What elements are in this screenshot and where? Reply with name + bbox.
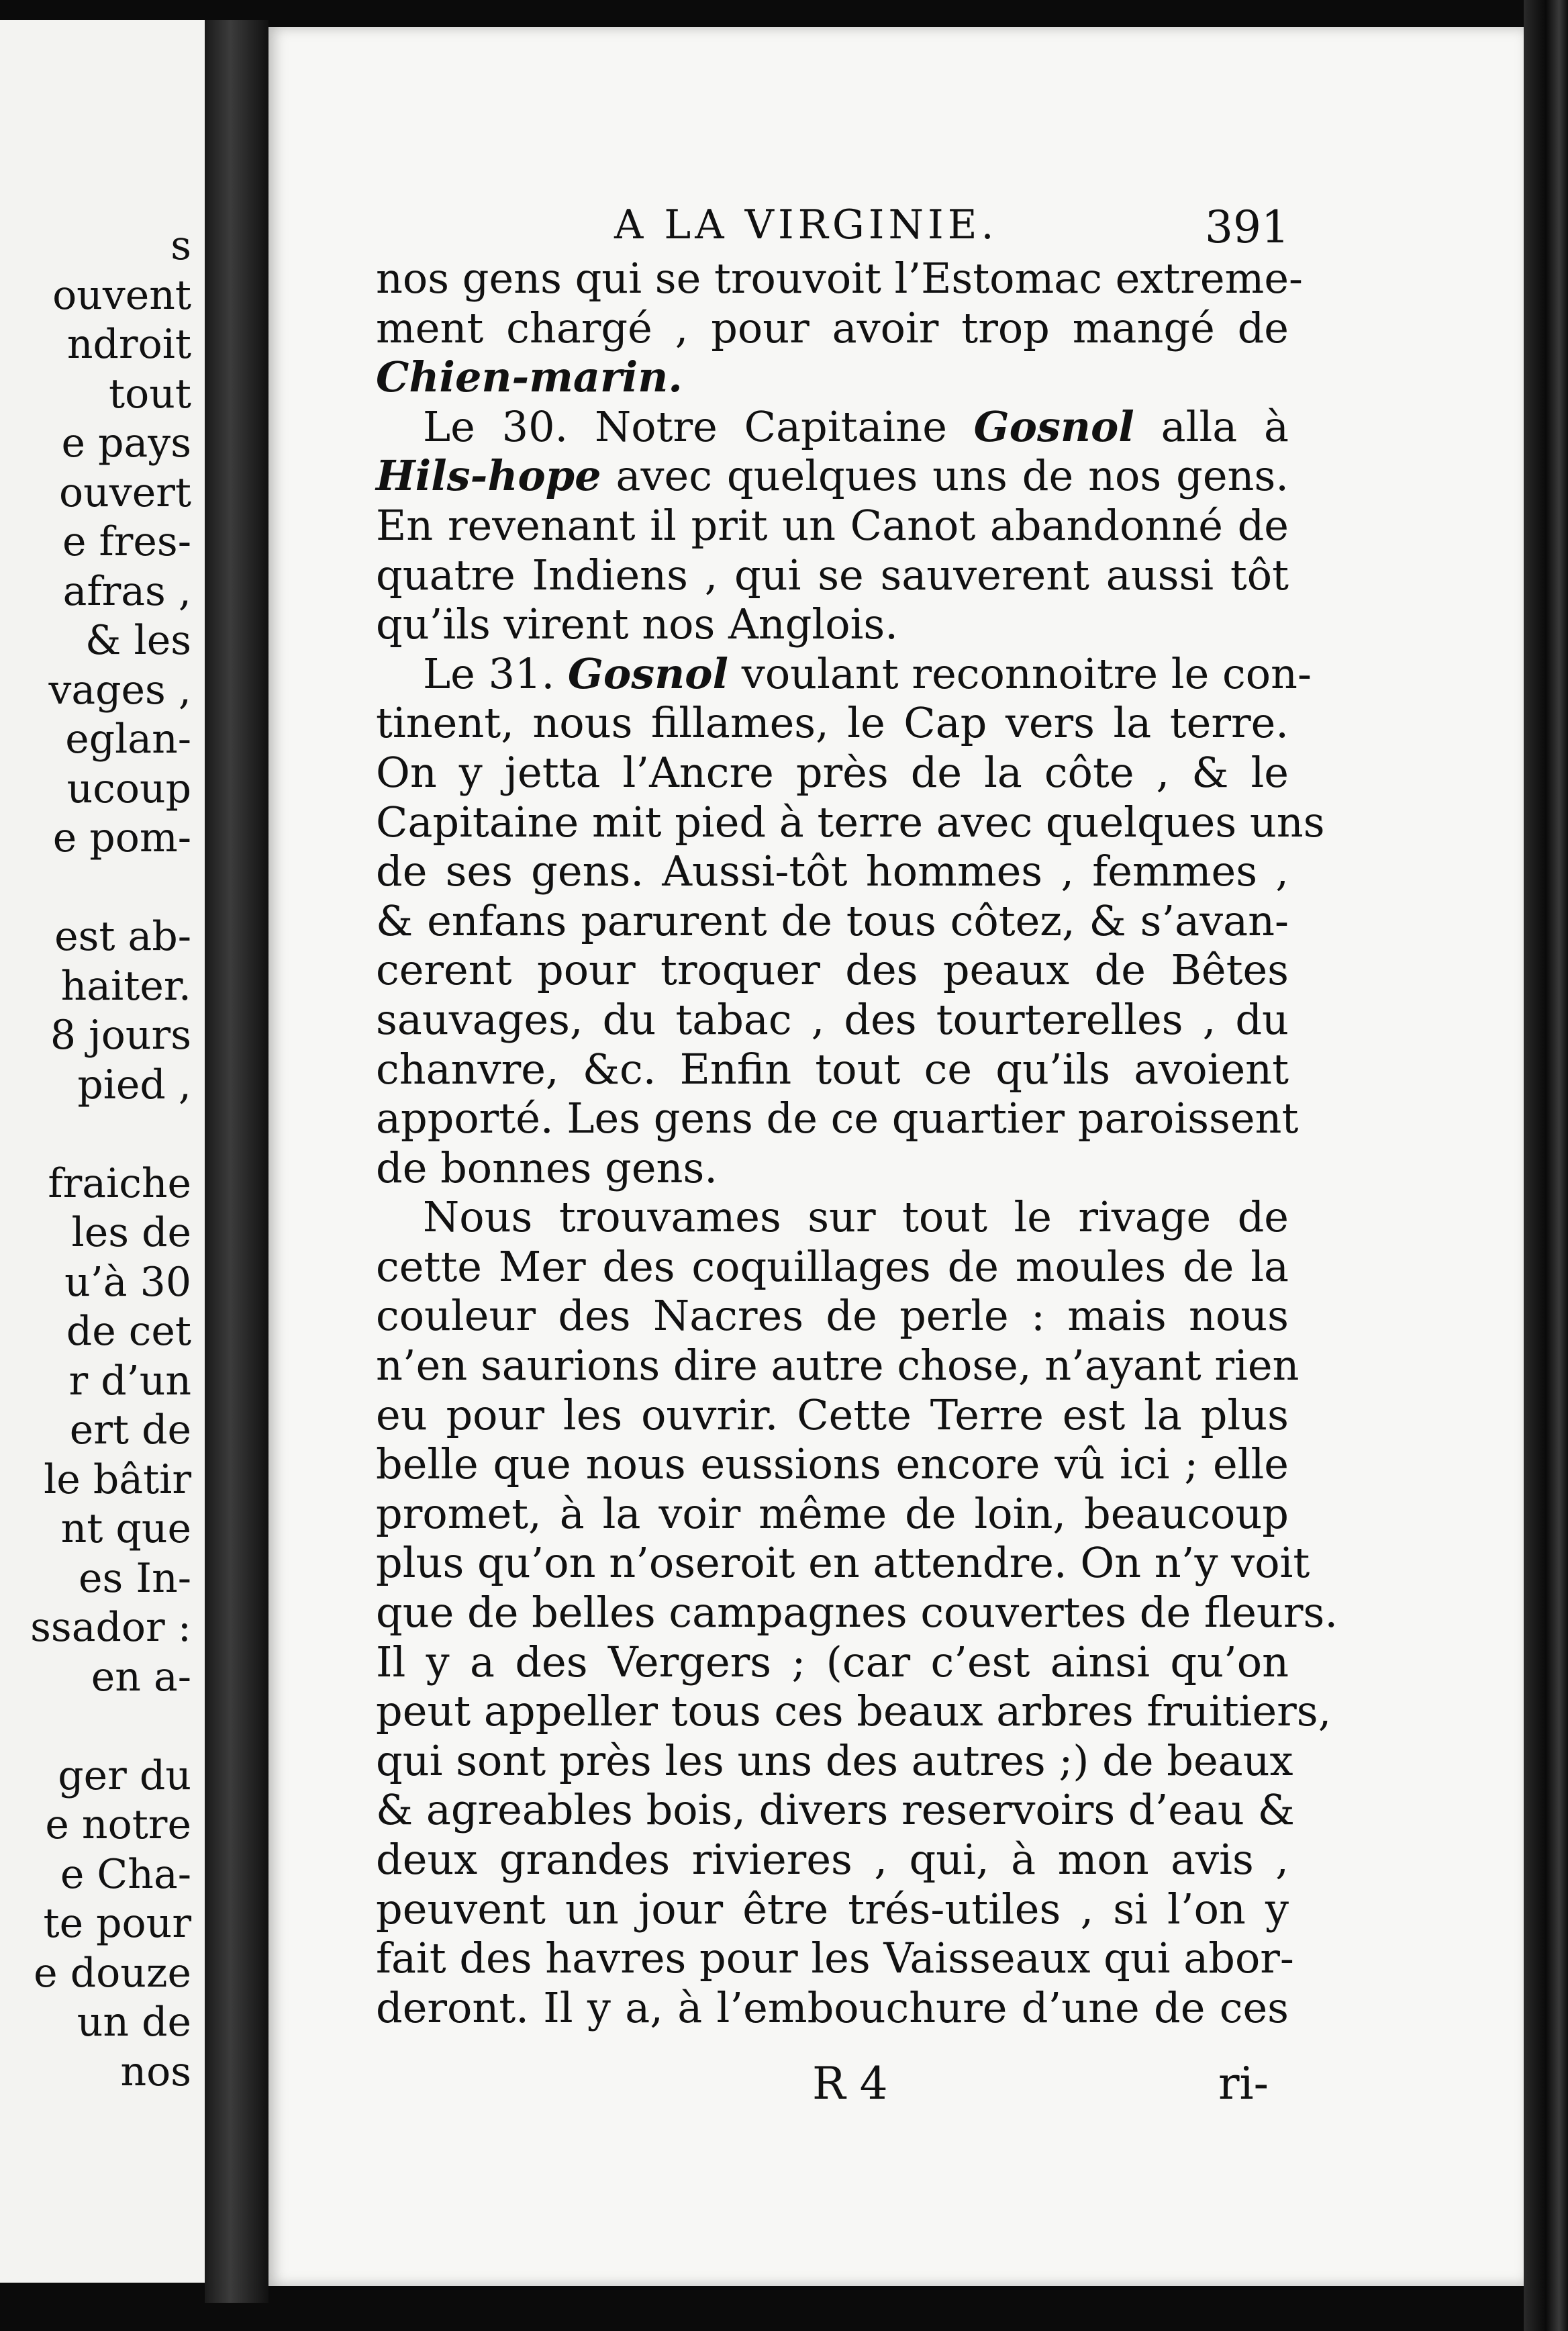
text-line: de ses gens. Aussi-tôt hommes , femmes , xyxy=(376,847,1289,896)
page-number: 391 xyxy=(1205,201,1289,253)
facing-text-fragment: le bâtir xyxy=(44,1456,191,1503)
facing-text-fragment: r d’un xyxy=(68,1357,191,1405)
text-line: cerent pour troquer des peaux de Bêtes xyxy=(376,945,1289,995)
facing-text-fragment: ndroit xyxy=(66,321,191,368)
running-head: A LA VIRGINIE. xyxy=(614,201,998,248)
facing-text-fragment: e Cha- xyxy=(60,1850,191,1898)
text-line: deront. Il y a, à l’embouchure d’une de ces xyxy=(376,1983,1289,2032)
text-line: Le 30. Notre Capitaine Gosnol alla à xyxy=(423,401,1289,451)
facing-text-fragment: ucoup xyxy=(66,765,191,812)
text-line: que de belles campagnes couvertes de fleurs. xyxy=(376,1588,1338,1637)
facing-text-fragment: u’à 30 xyxy=(64,1258,191,1306)
text-line: peuvent un jour être trés-utiles , si l’on y xyxy=(376,1884,1289,1934)
italic-term: Chien-marin. xyxy=(376,352,683,402)
text-line: chanvre, &c. Enfin tout ce qu’ils avoient xyxy=(376,1044,1289,1094)
facing-text-fragment: e pom- xyxy=(52,814,191,861)
facing-text-fragment: haiter. xyxy=(60,962,191,1010)
text-line: Il y a des Vergers ; (car c’est ainsi qu’on xyxy=(376,1637,1289,1686)
facing-text-fragment: e notre xyxy=(45,1801,191,1848)
text-line: nos gens qui se trouvoit l’Estomac extreme- xyxy=(376,254,1303,303)
text-line: qu’ils virent nos Anglois. xyxy=(376,600,898,649)
text-line: plus qu’on n’oseroit en attendre. On n’y voit xyxy=(376,1538,1310,1588)
facing-text-fragment: fraiche xyxy=(48,1159,191,1207)
text-line: eu pour les ouvrir. Cette Terre est la plus xyxy=(376,1390,1289,1439)
text-line: belle que nous eussions encore vû ici ; elle xyxy=(376,1439,1289,1489)
text-line xyxy=(376,352,1289,402)
catchword: ri- xyxy=(1218,2058,1269,2109)
facing-text-fragment: ouvent xyxy=(52,271,191,319)
facing-text-fragment: les de xyxy=(71,1209,191,1256)
facing-text-fragment: un de xyxy=(77,1999,191,2046)
signature-mark: R 4 xyxy=(812,2058,888,2109)
facing-text-fragment: tout xyxy=(109,370,191,418)
text-line: ment chargé , pour avoir trop mangé de xyxy=(376,303,1289,352)
facing-text-fragment: e fres- xyxy=(62,518,191,565)
text-line: On y jetta l’Ancre près de la côte , & le xyxy=(376,747,1289,797)
facing-text-fragment xyxy=(30,1702,191,1752)
text-line: couleur des Nacres de perle : mais nous xyxy=(376,1291,1289,1341)
facing-text-fragment: vages , xyxy=(48,666,191,714)
text-line: peut appeller tous ces beaux arbres fruitiers, xyxy=(376,1686,1332,1736)
text-line: cette Mer des coquillages de moules de la xyxy=(376,1241,1289,1291)
facing-text-fragment: ger du xyxy=(58,1752,191,1799)
facing-page xyxy=(0,20,205,2283)
text-line: & enfans parurent de tous côtez, & s’avan- xyxy=(376,896,1289,945)
facing-text-fragment: e douze xyxy=(34,1949,191,1997)
text-line: apporté. Les gens de ce quartier paroissent xyxy=(376,1094,1299,1143)
facing-text-fragment xyxy=(30,863,191,913)
text-line: En revenant il prit un Canot abandonné de xyxy=(376,500,1289,550)
facing-text-fragment: ouvert xyxy=(59,469,191,516)
facing-text-fragment: pied , xyxy=(77,1061,191,1108)
italic-name: Gosnol xyxy=(567,649,729,698)
facing-text-fragment: e pays xyxy=(61,420,191,467)
facing-text-fragment: s xyxy=(170,222,191,269)
text-line: n’en saurions dire autre chose, n’ayant rien xyxy=(376,1341,1300,1390)
text-line: sauvages, du tabac , des tourterelles , du xyxy=(376,994,1289,1044)
italic-name: Gosnol xyxy=(973,401,1134,451)
facing-text-fragment: de cet xyxy=(66,1308,191,1355)
text-line: Capitaine mit pied à terre avec quelques uns xyxy=(376,797,1325,847)
text-line: quatre Indiens , qui se sauverent aussi tôt xyxy=(376,550,1289,600)
text-line: tinent, nous fillames, le Cap vers la terre. xyxy=(376,698,1289,748)
facing-text-fragment: en a- xyxy=(91,1653,191,1701)
body-text xyxy=(376,254,1338,2032)
text-line: promet, à la voir même de loin, beaucoup xyxy=(376,1488,1289,1538)
text-line: & agreables bois, divers reservoirs d’eau & xyxy=(376,1785,1295,1835)
facing-text-fragment xyxy=(30,1110,191,1159)
facing-page-text xyxy=(30,222,191,2097)
facing-text-fragment: es In- xyxy=(79,1554,191,1602)
text-line: fait des havres pour les Vaisseaux qui abor- xyxy=(376,1934,1294,1983)
facing-text-fragment: nos xyxy=(120,2048,191,2095)
facing-text-fragment: ssador : xyxy=(30,1604,191,1651)
text-line: Le 31. Gosnol voulant reconnoitre le con- xyxy=(423,649,1312,698)
facing-text-fragment: ert de xyxy=(69,1407,191,1454)
text-line: Hils-hope avec quelques uns de nos gens. xyxy=(376,451,1289,501)
text-line: Nous trouvames sur tout le rivage de xyxy=(423,1192,1289,1242)
italic-place: Hils-hope xyxy=(376,451,601,501)
facing-text-fragment: 8 jours xyxy=(50,1012,191,1059)
facing-text-fragment: eglan- xyxy=(65,716,191,763)
facing-text-fragment: nt que xyxy=(60,1505,191,1552)
text-line: deux grandes rivieres , qui, à mon avis , xyxy=(376,1835,1289,1884)
facing-text-fragment: afras , xyxy=(62,567,191,615)
facing-text-fragment: & les xyxy=(85,617,191,664)
book-gutter xyxy=(205,20,268,2303)
facing-text-fragment: te pour xyxy=(43,1900,191,1947)
text-line: de bonnes gens. xyxy=(376,1143,718,1192)
facing-text-fragment: est ab- xyxy=(54,913,191,960)
page-edge xyxy=(1524,0,1568,2331)
text-line: qui sont près les uns des autres ;) de beaux xyxy=(376,1735,1293,1785)
